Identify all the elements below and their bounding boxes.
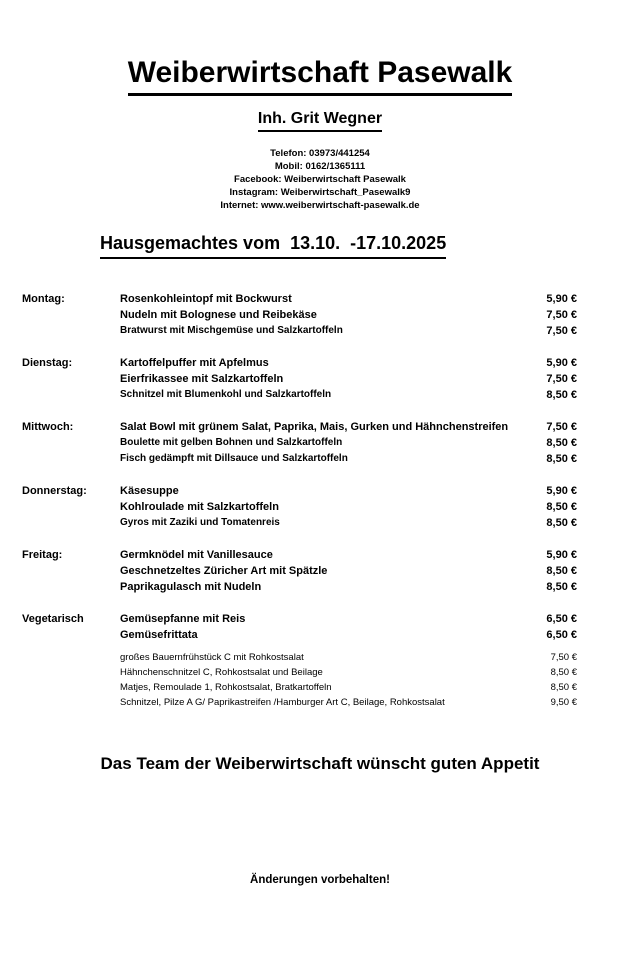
day-label: Mittwoch: [22,421,74,433]
menu-item-price: 8,50 € [546,565,577,577]
day-label: Donnerstag: [22,485,87,497]
extra-item-name: Hähnchenschnitzel C, Rohkostsalat und Beilage [120,667,323,678]
day-label: Montag: [22,293,65,305]
closing-line: Das Team der Weiberwirtschaft wünscht guten Appetit [100,754,540,773]
owner-line-text: Inh. Grit Wegner [258,109,382,132]
menu-item-price: 5,90 € [546,293,577,305]
menu-item-name: Bratwurst mit Mischgemüse und Salzkartoffeln [120,325,343,336]
menu-item-row [120,547,577,563]
menu-item-row [120,483,577,499]
menu-heading-text: Hausgemachtes vom 13.10. -17.10.2025 [100,231,446,259]
contact-line: Mobil: 0162/1365111 [274,161,366,172]
menu-day-block [22,483,577,531]
owner-line [0,109,640,132]
menu-day-block [22,291,577,339]
menu-item-name: Geschnetzeltes Züricher Art mit Spätzle [120,565,328,577]
menu-item-name: Kartoffelpuffer mit Apfelmus [120,357,269,369]
menu-item-price: 7,50 € [546,421,577,433]
menu-item-name: Gemüsepfanne mit Reis [120,613,246,625]
weekly-menu-table [22,291,577,643]
menu-item-price: 8,50 € [546,437,577,449]
menu-item-row [120,499,577,515]
contact-line: Facebook: Weiberwirtschaft Pasewalk [234,174,406,185]
menu-day-block [22,355,577,403]
day-label: Freitag: [22,549,63,561]
extra-item-name: großes Bauernfrühstück C mit Rohkostsalat [120,652,304,663]
menu-item-row [120,627,577,643]
extra-item-row [120,665,577,680]
menu-item-name: Boulette mit gelben Bohnen und Salzkartoffeln [120,437,343,448]
contact-line: Telefon: 03973/441254 [270,148,370,159]
menu-item-row [120,355,577,371]
menu-item-name: Fisch gedämpft mit Dillsauce und Salzkartoffeln [120,453,348,464]
menu-item-row [120,435,577,451]
menu-item-price: 8,50 € [546,389,577,401]
day-items [120,547,577,595]
menu-item-price: 5,90 € [546,549,577,561]
menu-item-row [120,307,577,323]
menu-day-block [22,611,577,643]
menu-heading [100,231,640,259]
menu-item-name: Kohlroulade mit Salzkartoffeln [120,501,279,513]
menu-item-row [120,419,577,435]
contact-block [0,147,640,212]
menu-item-row [120,371,577,387]
extra-item-price: 8,50 € [550,667,577,678]
menu-item-price: 6,50 € [546,613,577,625]
menu-item-name: Käsesuppe [120,485,179,497]
extra-item-price: 7,50 € [550,652,577,663]
footer-note: Änderungen vorbehalten! [250,874,390,886]
menu-item-row [120,291,577,307]
page-title-text: Weiberwirtschaft Pasewalk [128,55,513,96]
day-items [120,291,577,339]
menu-item-row [120,323,577,339]
day-items [120,483,577,531]
contact-line: Internet: www.weiberwirtschaft-pasewalk.de [220,200,420,211]
extra-item-row [120,680,577,695]
menu-day-block [22,419,577,467]
menu-item-name: Nudeln mit Bolognese und Reibekäse [120,309,317,321]
contact-line: Instagram: Weiberwirtschaft_Pasewalk9 [229,187,411,198]
menu-item-price: 8,50 € [546,501,577,513]
menu-item-row [120,579,577,595]
extra-item-price: 9,50 € [550,697,577,708]
menu-item-name: Gyros mit Zaziki und Tomatenreis [120,517,280,528]
menu-item-row [120,611,577,627]
menu-item-name: Salat Bowl mit grünem Salat, Paprika, Mais, Gurken und Hähnchenstreifen [120,421,509,433]
day-items [120,355,577,403]
menu-item-row [120,563,577,579]
menu-item-row [120,451,577,467]
menu-item-name: Gemüsefrittata [120,629,198,641]
menu-item-price: 5,90 € [546,357,577,369]
menu-item-price: 5,90 € [546,485,577,497]
menu-item-price: 7,50 € [546,309,577,321]
menu-item-price: 8,50 € [546,581,577,593]
menu-item-name: Germknödel mit Vanillesauce [120,549,273,561]
menu-item-name: Paprikagulasch mit Nudeln [120,581,262,593]
menu-document [0,55,640,960]
day-items [120,611,577,643]
menu-item-price: 7,50 € [546,325,577,337]
day-label: Vegetarisch [22,613,84,625]
menu-item-name: Rosenkohleintopf mit Bockwurst [120,293,292,305]
menu-item-price: 6,50 € [546,629,577,641]
menu-item-price: 8,50 € [546,517,577,529]
extra-item-name: Schnitzel, Pilze A G/ Paprikastreifen /Hamburger Art C, Beilage, Rohkostsalat [120,697,445,708]
extra-item-price: 8,50 € [550,682,577,693]
menu-item-row [120,387,577,403]
day-items [120,419,577,467]
extra-item-name: Matjes, Remoulade 1, Rohkostsalat, Bratkartoffeln [120,682,332,693]
extra-item-row [120,650,577,665]
menu-item-name: Eierfrikassee mit Salzkartoffeln [120,373,284,385]
extra-item-row [120,695,577,710]
menu-item-price: 8,50 € [546,453,577,465]
menu-item-name: Schnitzel mit Blumenkohl und Salzkartoffeln [120,389,332,400]
extras-list [120,650,577,710]
menu-item-price: 7,50 € [546,373,577,385]
menu-day-block [22,547,577,595]
page-title [0,55,640,96]
day-label: Dienstag: [22,357,73,369]
menu-item-row [120,515,577,531]
